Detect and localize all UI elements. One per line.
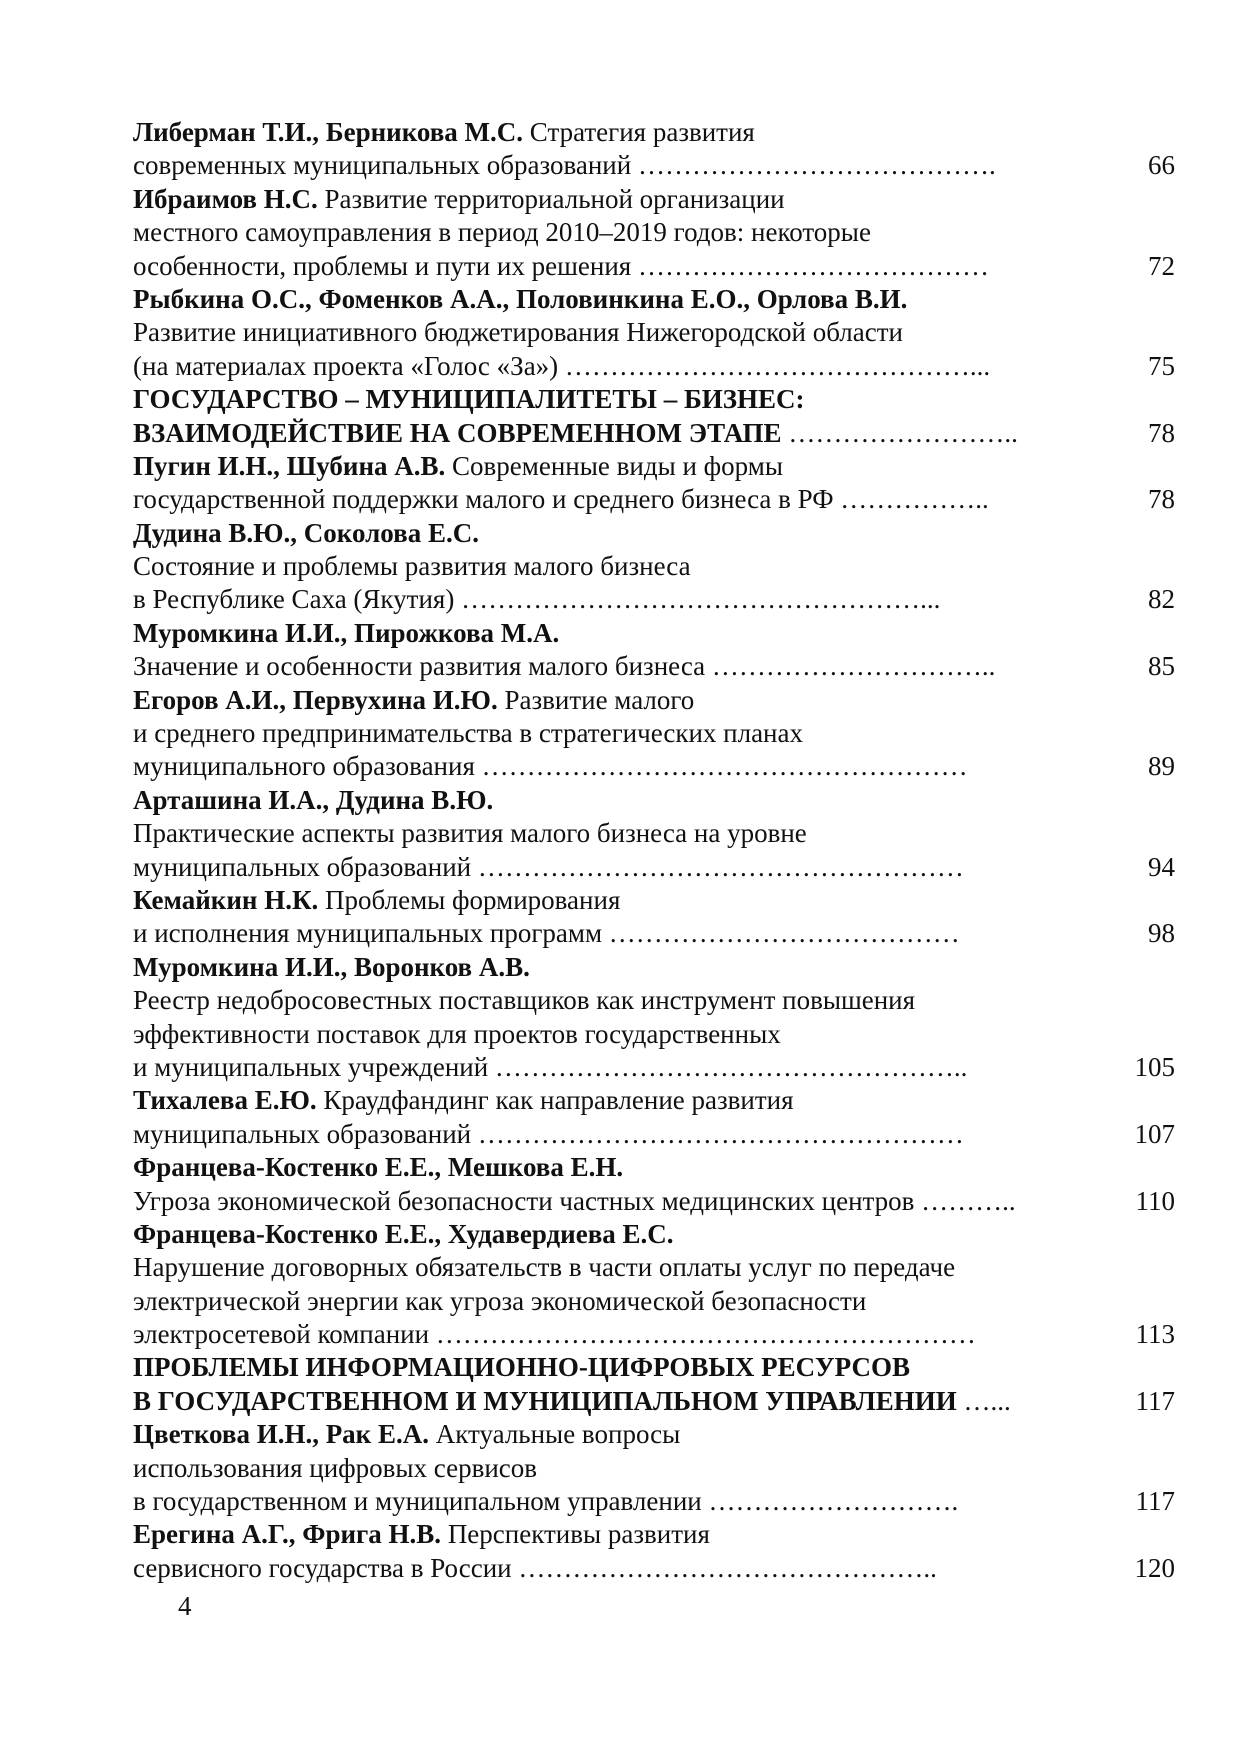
toc-line [133, 149, 1175, 182]
page-reference: 94 [1148, 851, 1175, 882]
toc-line [133, 283, 1175, 316]
section-title: ПРОБЛЕМЫ ИНФОРМАЦИОННО-ЦИФРОВЫХ РЕСУРСОВ [133, 1352, 910, 1383]
entry-text: Угроза экономической безопасности частных медицинских центров ……….. [133, 1185, 1016, 1216]
toc-line [133, 1452, 1175, 1485]
page-reference: 66 [1148, 150, 1175, 181]
entry-text: Состояние и проблемы развития малого бизнеса [133, 551, 691, 582]
toc-line [133, 316, 1175, 349]
entry-text: государственной поддержки малого и среднего бизнеса в РФ …………….. [133, 484, 989, 515]
toc-line [133, 717, 1175, 750]
toc-line [133, 1051, 1175, 1084]
toc-entry [133, 116, 1175, 183]
entry-text: Проблемы формирования [318, 884, 621, 915]
entry-text: Краудфандинг как направление развития [316, 1085, 794, 1116]
author-names: Цветкова И.Н., Рак Е.А. [133, 1419, 429, 1450]
toc-line [133, 851, 1175, 884]
author-names: Муромкина И.И., Пирожкова М.А. [133, 617, 560, 648]
page-reference: 78 [1148, 417, 1175, 448]
toc-entry [133, 784, 1175, 884]
entry-text: использования цифровых сервисов [133, 1452, 538, 1483]
toc-line [133, 1518, 1175, 1551]
toc-entry [133, 1084, 1175, 1151]
page-reference: 117 [1135, 1486, 1175, 1517]
toc-entry [133, 1418, 1175, 1518]
entry-text: Актуальные вопросы [429, 1419, 681, 1450]
page-reference: 120 [1134, 1552, 1175, 1583]
toc-line [133, 250, 1175, 283]
toc-line [133, 1218, 1175, 1251]
toc-entry [133, 1218, 1175, 1352]
page-reference: 89 [1148, 751, 1175, 782]
toc-section [133, 383, 1175, 450]
page-reference: 113 [1135, 1319, 1175, 1350]
toc-line [133, 1084, 1175, 1117]
toc-line [133, 884, 1175, 917]
page-reference: 110 [1135, 1185, 1175, 1216]
author-names: Муромкина И.И., Воронков А.В. [133, 951, 530, 982]
toc-entry [133, 684, 1175, 784]
entry-text: Современные виды и формы [445, 450, 783, 481]
entry-text: Перспективы развития [441, 1519, 710, 1550]
entry-text: в Республике Саха (Якутия) ……………………………………………... [133, 584, 941, 615]
toc-line [133, 984, 1175, 1017]
author-names: Францева-Костенко Е.Е., Худавердиева Е.С. [133, 1218, 674, 1249]
toc-line [133, 383, 1175, 416]
toc-line [133, 1318, 1175, 1351]
entry-text: электросетевой компании …………………………………………………… [133, 1319, 976, 1350]
toc-line [133, 951, 1175, 984]
author-names: Либерман Т.И., Берникова М.С. [133, 117, 524, 147]
toc-line [133, 583, 1175, 616]
toc-line [133, 684, 1175, 717]
page-reference: 78 [1148, 484, 1175, 515]
page-reference: 82 [1148, 584, 1175, 615]
toc-line [133, 784, 1175, 817]
entry-text: сервисного государства в России ……………………………………….. [133, 1552, 937, 1583]
toc-line [133, 1151, 1175, 1184]
page-reference: 85 [1148, 651, 1175, 682]
section-title: ГОСУДАРСТВО – МУНИЦИПАЛИТЕТЫ – БИЗНЕС: [133, 384, 805, 415]
toc-line [133, 216, 1175, 249]
entry-text: Значение и особенности развития малого бизнеса ………………………….. [133, 651, 996, 682]
toc-line [133, 483, 1175, 516]
entry-text: Стратегия развития [523, 117, 755, 147]
entry-text: в государственном и муниципальном управлении ………………………. [133, 1486, 959, 1517]
entry-text: особенности, проблемы и пути их решения ………………………………… [133, 250, 989, 281]
toc-line [133, 1385, 1175, 1418]
toc-line [133, 550, 1175, 583]
entry-text: Нарушение договорных обязательств в части оплаты услуг по передаче [133, 1252, 956, 1283]
entry-text: и среднего предпринимательства в стратегических планах [133, 718, 803, 749]
entry-text: электрической энергии как угроза экономической безопасности [133, 1285, 867, 1316]
toc-entry [133, 617, 1175, 684]
page-reference: 75 [1148, 350, 1175, 381]
entry-text: …... [956, 1385, 1011, 1416]
toc-entry [133, 1518, 1175, 1585]
toc-entry [133, 517, 1175, 617]
page-reference: 72 [1148, 250, 1175, 281]
entry-text: Развитие территориальной организации [317, 183, 785, 214]
toc-section [133, 1351, 1175, 1418]
toc-line [133, 1285, 1175, 1318]
entry-text: современных муниципальных образований …………………………………. [133, 150, 996, 181]
toc-line [133, 1185, 1175, 1218]
author-names: Пугин И.Н., Шубина А.В. [133, 450, 446, 481]
entry-text: Развитие инициативного бюджетирования Нижегородской области [133, 317, 904, 348]
entry-text: (на материалах проекта «Голос «За») ………………………………………... [133, 350, 991, 381]
author-names: Арташина И.А., Дудина В.Ю. [133, 784, 494, 815]
page-reference: 98 [1148, 918, 1175, 949]
entry-text: эффективности поставок для проектов государственных [133, 1018, 781, 1049]
author-names: Рыбкина О.С., Фоменков А.А., Половинкина Е.О., Орлова В.И. [133, 283, 908, 314]
toc-line [133, 1251, 1175, 1284]
toc-line [133, 917, 1175, 950]
entry-text: и исполнения муниципальных программ ………………………………… [133, 918, 960, 949]
author-names: Кемайкин Н.К. [133, 884, 319, 915]
toc-line [133, 1485, 1175, 1518]
author-names: Тихалева Е.Ю. [133, 1085, 317, 1116]
toc-line [133, 617, 1175, 650]
author-names: Дудина В.Ю., Соколова Е.С. [133, 517, 479, 548]
toc-entry [133, 951, 1175, 1085]
toc-entry [133, 1151, 1175, 1218]
toc-line [133, 817, 1175, 850]
toc-entry [133, 183, 1175, 283]
page-number-footer: 4 [178, 1591, 192, 1621]
page-reference: 105 [1134, 1051, 1175, 1082]
author-names: Егоров А.И., Первухина И.Ю. [133, 684, 498, 715]
toc-line [133, 1118, 1175, 1151]
table-of-contents [133, 116, 1175, 1585]
section-title: В ГОСУДАРСТВЕННОМ И МУНИЦИПАЛЬНОМ УПРАВЛЕНИИ [133, 1385, 957, 1416]
toc-line [133, 450, 1175, 483]
entry-text: Реестр недобросовестных поставщиков как инструмент повышения [133, 985, 916, 1016]
toc-line [133, 1018, 1175, 1051]
toc-line [133, 417, 1175, 450]
entry-text: и муниципальных учреждений …………………………………………….. [133, 1051, 968, 1082]
toc-line [133, 116, 1175, 149]
entry-text: муниципального образования ……………………………………………… [133, 751, 968, 782]
toc-entry [133, 884, 1175, 951]
entry-text: муниципальных образований ……………………………………………… [133, 1118, 964, 1149]
toc-entry [133, 283, 1175, 383]
entry-text: …………………….. [781, 417, 1018, 448]
entry-text: Практические аспекты развития малого бизнеса на уровне [133, 818, 807, 849]
toc-line [133, 517, 1175, 550]
entry-text: Развитие малого [497, 684, 695, 715]
entry-text: местного самоуправления в период 2010–2019 годов: некоторые [133, 217, 871, 248]
author-names: Францева-Костенко Е.Е., Мешкова Е.Н. [133, 1152, 624, 1183]
toc-line [133, 1351, 1175, 1384]
entry-text: муниципальных образований ……………………………………………… [133, 851, 964, 882]
toc-line [133, 1418, 1175, 1451]
toc-line [133, 650, 1175, 683]
toc-line [133, 750, 1175, 783]
author-names: Ибраимов Н.С. [133, 183, 318, 214]
page-reference: 107 [1134, 1118, 1175, 1149]
page-reference: 117 [1135, 1385, 1175, 1416]
section-title: ВЗАИМОДЕЙСТВИЕ НА СОВРЕМЕННОМ ЭТАПЕ [133, 417, 782, 448]
toc-line [133, 183, 1175, 216]
toc-line [133, 350, 1175, 383]
toc-line [133, 1552, 1175, 1585]
author-names: Ерегина А.Г., Фрига Н.В. [133, 1519, 442, 1550]
toc-entry [133, 450, 1175, 517]
